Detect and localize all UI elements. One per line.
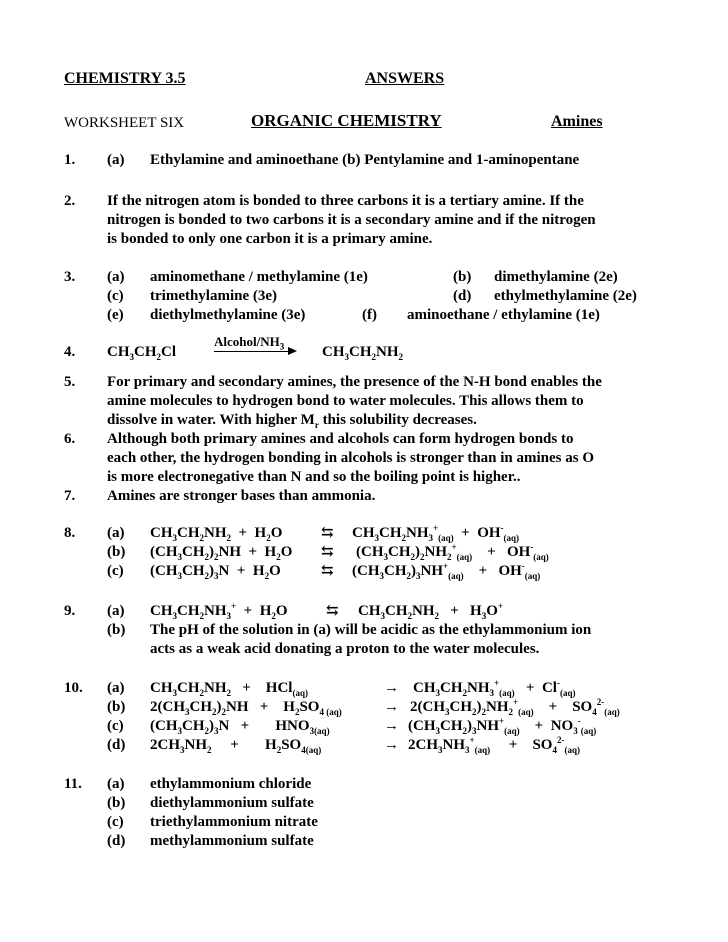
equilibrium-icon: ⇆	[326, 603, 339, 619]
q3-f-answer: aminoethane / ethylamine (1e)	[407, 307, 600, 323]
q9-a-label: (a)	[107, 603, 125, 619]
q10-a-products: $CH_3CH_2NH_3^+_{(aq)} + Cl^-_{(aq)}$	[413, 678, 576, 698]
q3-e-label: (e)	[107, 307, 124, 323]
equilibrium-icon: ⇆	[321, 563, 334, 579]
q10-c-products: $(CH_3CH_2)_3NH^+_{(aq)}$ + $NO_3^-_{(aq)}$	[408, 716, 597, 736]
q8-a-equation: $CH_3CH_2NH_2 + H_2O$	[150, 525, 283, 543]
q4-product: $CH_3CH_2NH_2$	[322, 344, 403, 362]
q6-line: each other, the hydrogen bonding in alcohols is stronger than in amines as O	[107, 450, 595, 466]
q3-c-label: (c)	[107, 288, 124, 304]
q2-line: is bonded to only one carbon it is a primary amine.	[107, 231, 433, 247]
q3-a-answer: aminomethane / methylamine (1e)	[150, 269, 368, 285]
q1-number: 1.	[64, 152, 76, 168]
q11-d-answer: methylammonium sulfate	[150, 833, 314, 849]
q6-line: is more electronegative than N and so the boiling point is higher..	[107, 469, 521, 485]
q3-c-answer: trimethylamine (3e)	[150, 288, 278, 304]
q7-number: 7.	[64, 488, 76, 504]
q1-a-label: (a)	[107, 152, 125, 168]
q3-d-answer: ethylmethylamine (2e)	[494, 288, 637, 304]
course-title: CHEMISTRY 3.5	[64, 70, 186, 87]
arrow-icon: →	[384, 737, 399, 753]
q9-a-products: $CH_3CH_2NH_2 + H_3O^+$	[358, 601, 504, 621]
q4-number: 4.	[64, 344, 76, 360]
q3-f-label: (f)	[362, 307, 377, 323]
q2-number: 2.	[64, 193, 76, 209]
q10-number: 10.	[64, 680, 83, 696]
answers-title: ANSWERS	[365, 70, 445, 87]
q6-number: 6.	[64, 431, 76, 447]
q3-number: 3.	[64, 269, 76, 285]
q8-c-equation: $(CH_3CH_2)_3N + H_2O$	[150, 563, 281, 581]
q9-a-equation: $CH_3CH_2NH_3^+ + H_2O$	[150, 601, 288, 621]
q11-d-label: (d)	[107, 833, 126, 849]
q8-b-products: $(CH_3CH_2)_2NH_2^+_{(aq)}$ + $OH^-_{(aq)}$	[356, 542, 549, 562]
q8-c-products: $(CH_3CH_2)_3NH^+_{(aq)}$ + $OH^-_{(aq)}$	[352, 561, 541, 581]
q11-a-label: (a)	[107, 776, 125, 792]
q9-b-line: The pH of the solution in (a) will be acidic as the ethylammonium ion	[150, 622, 592, 638]
q11-c-label: (c)	[107, 814, 124, 830]
q10-b-products: $2(CH_3CH_2)_2NH_2^+_{(aq)}$ + $SO_4^{2-}_{(aq)}$	[410, 697, 620, 717]
q10-c-label: (c)	[107, 718, 124, 734]
q10-c-reactants: $(CH_3CH_2)_3N$ + $HNO_{3(aq)}$	[150, 718, 330, 736]
q9-b-label: (b)	[107, 622, 126, 638]
q4-arrow-line	[214, 351, 290, 352]
q10-d-products: $2CH_3NH_3^+_{(aq)}$ + $SO_4^{2-}_{(aq)}$	[408, 735, 580, 755]
q8-a-label: (a)	[107, 525, 125, 541]
arrow-icon: →	[384, 718, 399, 734]
q9-b-line: acts as a weak acid donating a proton to the water molecules.	[150, 641, 540, 657]
equilibrium-icon: ⇆	[321, 544, 334, 560]
q5-line: dissolve in water. With higher $M_r$ this solubility decreases.	[107, 412, 477, 430]
q8-c-label: (c)	[107, 563, 124, 579]
q11-c-answer: triethylammonium nitrate	[150, 814, 318, 830]
q10-d-reactants: $2CH_3NH_2$ + $H_2SO_{4(aq)}$	[150, 737, 322, 755]
q8-b-equation: $(CH_3CH_2)_2NH + H_2O$	[150, 544, 293, 562]
q2-line: nitrogen is bonded to two carbons it is a secondary amine and if the nitrogen	[107, 212, 596, 228]
subtopic-title: Amines	[551, 113, 603, 130]
q10-d-label: (d)	[107, 737, 126, 753]
q10-a-reactants: $CH_3CH_2NH_2$ + HCl$_{(aq)}$	[150, 680, 308, 698]
q8-number: 8.	[64, 525, 76, 541]
arrow-icon: →	[384, 699, 399, 715]
q4-reactant: $CH_3CH_2Cl$	[107, 344, 176, 362]
worksheet-label: WORKSHEET SIX	[64, 115, 185, 131]
q11-a-answer: ethylammonium chloride	[150, 776, 312, 792]
q8-b-label: (b)	[107, 544, 126, 560]
q4-arrow-icon	[288, 347, 297, 355]
q7-answer: Amines are stronger bases than ammonia.	[107, 488, 376, 504]
q11-b-answer: diethylammonium sulfate	[150, 795, 314, 811]
q11-number: 11.	[64, 776, 82, 792]
q2-line: If the nitrogen atom is bonded to three carbons it is a tertiary amine. If the	[107, 193, 584, 209]
q10-b-reactants: $2(CH_3CH_2)_2NH$ + $H_2SO_{4 (aq)}$	[150, 699, 342, 717]
q3-b-answer: dimethylamine (2e)	[494, 269, 618, 285]
equilibrium-icon: ⇆	[321, 525, 334, 541]
q4-reagent: Alcohol/$NH_3$	[214, 334, 285, 352]
q3-d-label: (d)	[453, 288, 472, 304]
q3-e-answer: diethylmethylamine (3e)	[150, 307, 306, 323]
q9-number: 9.	[64, 603, 76, 619]
q11-b-label: (b)	[107, 795, 126, 811]
q8-a-products: $CH_3CH_2NH_3^+_{(aq)} + OH^-_{(aq)}$	[352, 523, 520, 543]
q3-a-label: (a)	[107, 269, 125, 285]
q10-b-label: (b)	[107, 699, 126, 715]
q5-line: For primary and secondary amines, the presence of the N-H bond enables the	[107, 374, 602, 390]
q10-a-label: (a)	[107, 680, 125, 696]
q5-line: amine molecules to hydrogen bond to water molecules. This allows them to	[107, 393, 584, 409]
topic-title: ORGANIC CHEMISTRY	[251, 111, 442, 130]
arrow-icon: →	[384, 680, 399, 696]
q1-answer: Ethylamine and aminoethane (b) Pentylamine and 1-aminopentane	[150, 152, 580, 168]
q3-b-label: (b)	[453, 269, 472, 285]
q6-line: Although both primary amines and alcohols can form hydrogen bonds to	[107, 431, 574, 447]
q5-number: 5.	[64, 374, 76, 390]
